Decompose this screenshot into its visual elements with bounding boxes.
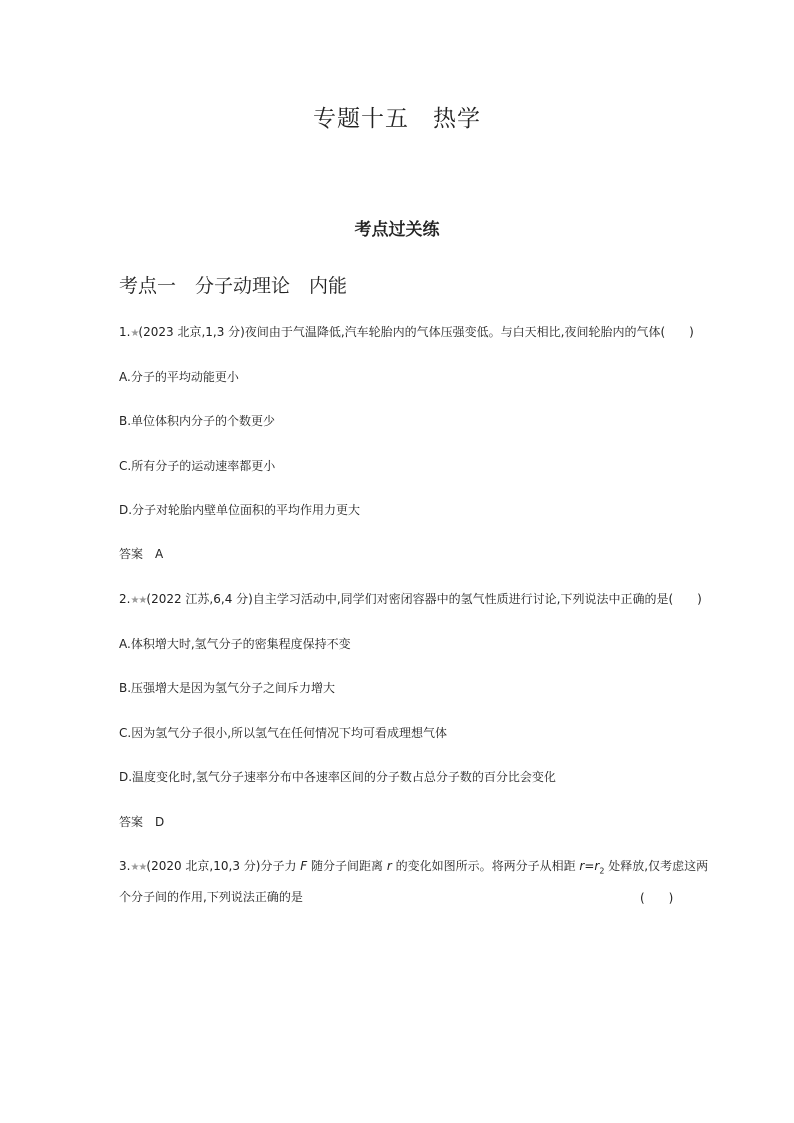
answer-blank: ( ) <box>640 891 674 905</box>
question-2-option-a: A.体积增大时,氢气分子的密集程度保持不变 <box>119 637 351 651</box>
question-1-option-b: B.单位体积内分子的个数更少 <box>119 414 276 428</box>
question-source: (2023 北京,1,3 分) <box>138 325 245 339</box>
difficulty-star-icon: ★★ <box>130 862 147 873</box>
question-source: (2022 江苏,6,4 分) <box>146 592 253 606</box>
difficulty-star-icon: ★★ <box>130 595 147 606</box>
question-1-option-c: C.所有分子的运动速率都更小 <box>119 459 276 473</box>
question-text: 自主学习活动中,同学们对密闭容器中的氢气性质进行讨论,下列说法中正确的是( ) <box>252 592 702 606</box>
question-2-stem <box>119 591 702 609</box>
question-number: 3. <box>119 859 131 873</box>
section-title: 考点过关练 <box>354 220 440 240</box>
question-1-stem <box>119 324 694 342</box>
question-1-option-a: A.分子的平均动能更小 <box>119 370 239 384</box>
question-source: (2020 北京,10,3 分) <box>146 859 261 873</box>
question-2-option-d: D.温度变化时,氢气分子速率分布中各速率区间的分子数占总分子数的百分比会变化 <box>119 770 556 784</box>
question-2-option-c: C.因为氢气分子很小,所以氢气在任何情况下均可看成理想气体 <box>119 726 448 740</box>
question-3-stem-line-2: 个分子间的作用,下列说法正确的是 <box>119 890 303 904</box>
question-1-option-d: D.分子对轮胎内壁单位面积的平均作用力更大 <box>119 503 361 517</box>
question-number: 1. <box>119 325 131 339</box>
question-2-option-b: B.压强增大是因为氢气分子之间斥力增大 <box>119 681 336 695</box>
question-2-answer: 答案 D <box>119 815 165 829</box>
question-3-stem: 3.★★(2020 北京,10,3 分)分子力 F 随分子间距离 r 的变化如图所示。将两分子从相距 $r=r_2$ 处释放,仅考虑这两 <box>119 859 709 876</box>
difficulty-star-icon: ★ <box>130 328 139 339</box>
question-text: 夜间由于气温降低,汽车轮胎内的气体压强变低。与白天相比,夜间轮胎内的气体( ) <box>244 325 694 339</box>
question-number: 2. <box>119 592 131 606</box>
topic-heading: 考点一 分子动理论 内能 <box>119 275 348 297</box>
question-1-answer: 答案 A <box>119 547 164 561</box>
page-title: 专题十五 热学 <box>313 106 481 132</box>
